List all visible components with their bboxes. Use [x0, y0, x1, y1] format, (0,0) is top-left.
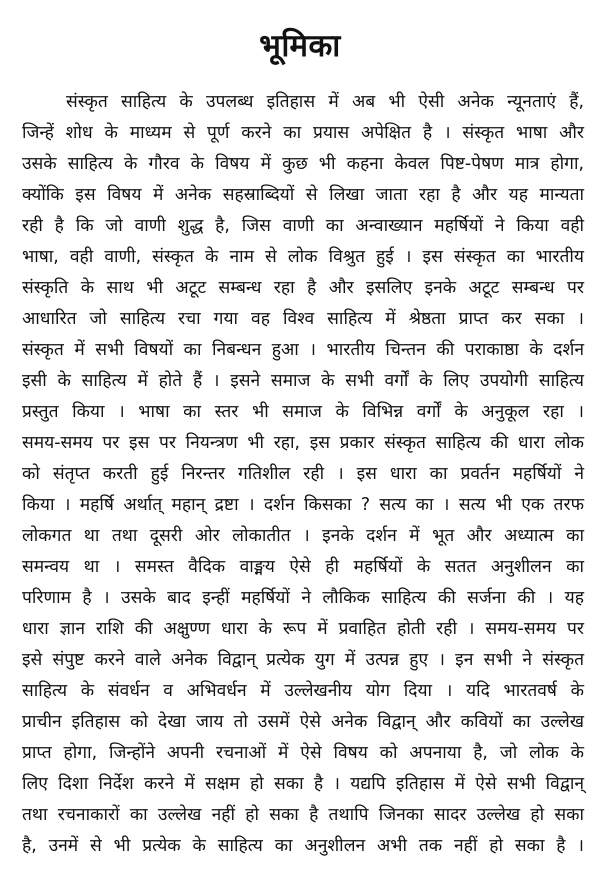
text-line: संस्कृत में सभी विषयों का निबन्धन हुआ । भारतीय चिन्तन की पराकाष्ठा के दर्शन [22, 340, 584, 360]
text-line: इसे संपुष्ट करने वाले अनेक विद्वान् प्रत्येक युग में उत्पन्न हुए । इन सभी ने संस्कृत [22, 650, 584, 670]
text-line: समन्वय था । समस्त वैदिक वाङ्मय ऐसे ही महर्षियों के सतत अनुशीलन का [22, 557, 584, 577]
text-line: भाषा, वही वाणी, संस्कृत के नाम से लोक विश्रुत हुई । इस संस्कृत का भारतीय [22, 247, 584, 267]
text-line: जिन्हें शोध के माध्यम से पूर्ण करने का प्रयास अपेक्षित है । संस्कृत भाषा और [22, 123, 584, 143]
text-line: प्रस्तुत किया । भाषा का स्तर भी समाज के विभिन्न वर्गों के अनुकूल रहा । [22, 402, 584, 422]
text-line: क्योंकि इस विषय में अनेक सहस्राब्दियों से लिखा जाता रहा है और यह मान्यता [22, 185, 584, 205]
text-line: है, उनमें से भी प्रत्येक के साहित्य का अनुशीलन अभी तक नहीं हो सका है । [22, 836, 584, 856]
text-line: परिणाम है । उसके बाद इन्हीं महर्षियों ने लौकिक साहित्य की सर्जना की । यह [22, 588, 584, 608]
text-line: प्राचीन इतिहास को देखा जाय तो उसमें ऐसे अनेक विद्वान् और कवियों का उल्लेख [22, 712, 584, 732]
text-line: संस्कृति के साथ भी अटूट सम्बन्ध रहा है और इसलिए इनके अटूट सम्बन्ध पर [22, 278, 584, 298]
text-line: समय-समय पर इस पर नियन्त्रण भी रहा, इस प्रकार संस्कृत साहित्य की धारा लोक [22, 433, 584, 453]
text-line: उसके साहित्य के गौरव के विषय में कुछ भी कहना केवल पिष्ट-पेषण मात्र होगा, [22, 154, 584, 174]
text-line: तथा रचनाकारों का उल्लेख नहीं हो सका है तथापि जिनका सादर उल्लेख हो सका [22, 805, 584, 825]
text-line: इसी के साहित्य में होते हैं । इसने समाज के सभी वर्गों के लिए उपयोगी साहित्य [22, 371, 584, 391]
text-line: साहित्य के संवर्धन व अभिवर्धन में उल्लेखनीय योग दिया । यदि भारतवर्ष के [22, 681, 584, 701]
text-line: लिए दिशा निर्देश करने में सक्षम हो सका है । यद्यपि इतिहास में ऐसे सभी विद्वान् [22, 774, 585, 794]
text-line: रही है कि जो वाणी शुद्ध है, जिस वाणी का अन्वाख्यान महर्षियों ने किया वही [22, 216, 584, 236]
page-title: भूमिका [259, 28, 341, 64]
text-line: आधारित जो साहित्य रचा गया वह विश्व साहित्य में श्रेष्ठता प्राप्त कर सका । [22, 309, 584, 329]
text-line: को संतृप्त करती हुई निरन्तर गतिशील रही । इस धारा का प्रवर्तन महर्षियों ने [22, 464, 584, 484]
text-line: संस्कृत साहित्य के उपलब्ध इतिहास में अब भी ऐसी अनेक न्यूनताएं हैं, [66, 92, 584, 112]
text-line: धारा ज्ञान राशि की अक्षुण्ण धारा के रूप में प्रवाहित होती रही । समय-समय पर [22, 619, 584, 639]
text-line: लोकगत था तथा दूसरी ओर लोकातीत । इनके दर्शन में भूत और अध्यात्म का [22, 526, 584, 546]
text-line: किया । महर्षि अर्थात् महान् द्रष्टा । दर्शन किसका ? सत्य का । सत्य भी एक तरफ [22, 495, 584, 515]
text-line: प्राप्त होगा, जिन्होंने अपनी रचनाओं में ऐसे विषय को अपनाया है, जो लोक के [22, 743, 584, 763]
